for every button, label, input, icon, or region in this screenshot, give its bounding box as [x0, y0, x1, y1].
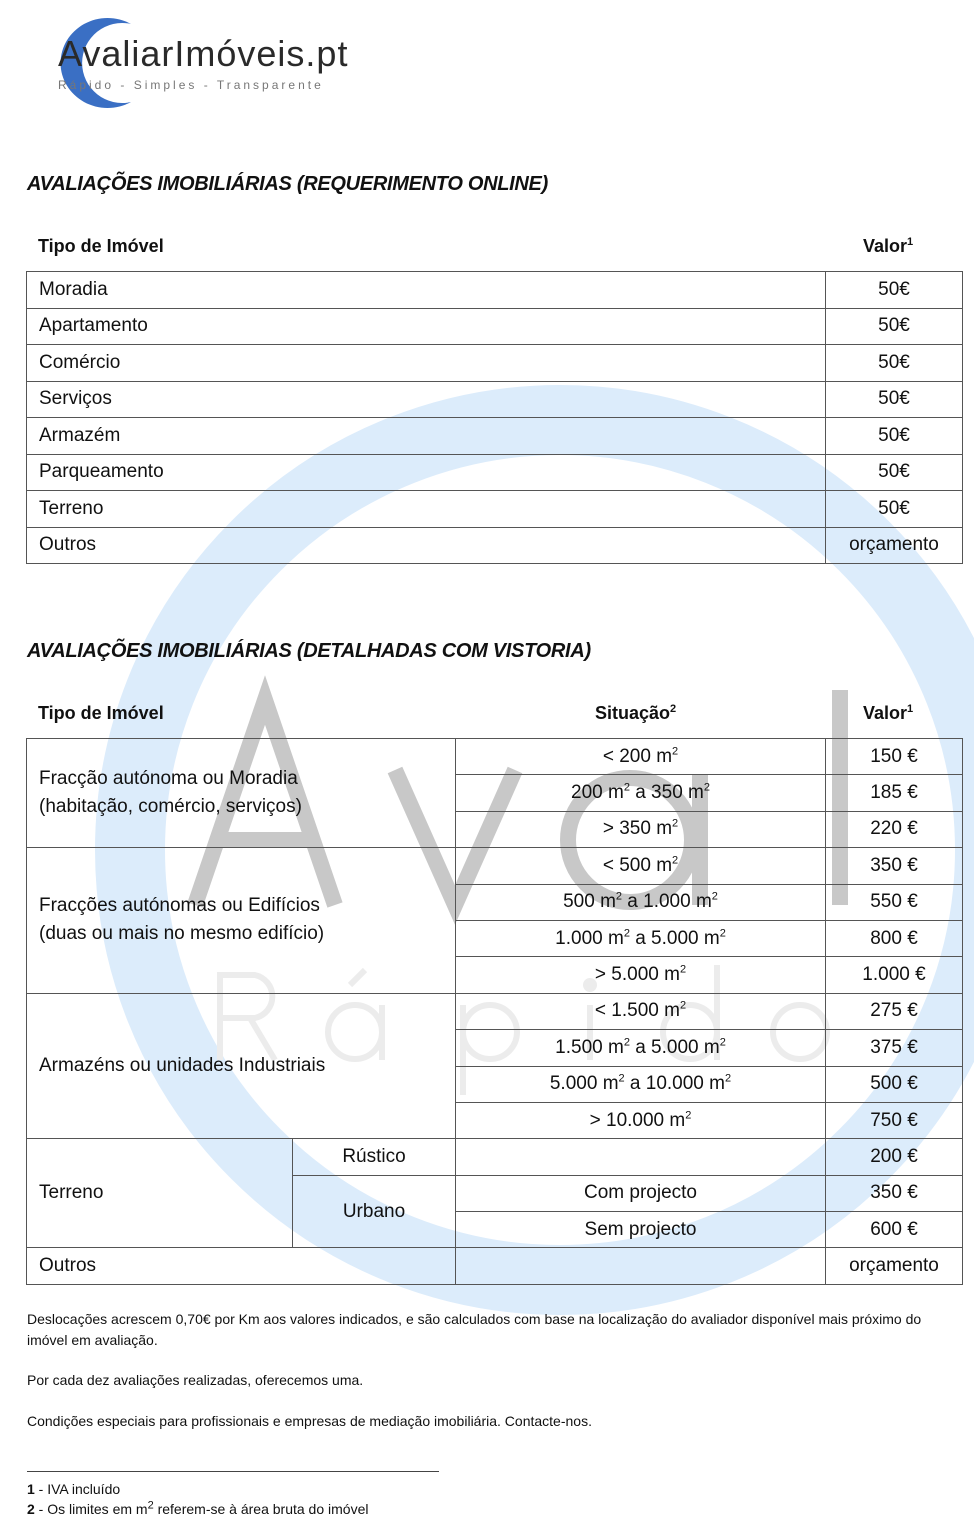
tipo-line-2: (duas ou mais no mesmo edifício)	[39, 923, 325, 945]
valor-cell: 50€	[826, 272, 963, 309]
tipo-cell: Terreno	[27, 491, 826, 528]
valor-cell: 200 €	[826, 1139, 963, 1175]
valor-cell: 50€	[826, 345, 963, 382]
tipo-cell: Serviços	[27, 381, 826, 418]
tipo-cell	[27, 848, 456, 994]
valor-cell: orçamento	[826, 527, 963, 564]
valor-cell: 185 €	[826, 775, 963, 811]
footnote-divider	[27, 1471, 439, 1472]
valor-cell: 150 €	[826, 739, 963, 775]
table-row	[27, 491, 963, 528]
section1-col-valor: Valor$^1$	[863, 236, 914, 256]
valor-cell: 375 €	[826, 1030, 963, 1066]
valor-cell: 1.000 €	[826, 957, 963, 993]
situacao-cell: > 5.000 $m^2$	[456, 957, 826, 993]
tipo-line-2: (habitação, comércio, serviços)	[39, 796, 302, 818]
section2-title: AVALIAÇÕES IMOBILIÁRIAS (DETALHADAS COM VISTORIA)	[27, 640, 591, 662]
situacao-cell: > 10.000 $m^2$	[456, 1102, 826, 1138]
section2-col-tipo: Tipo de Imóvel	[38, 703, 164, 723]
note-oferta: Por cada dez avaliações realizadas, oferecemos uma.	[27, 1372, 364, 1388]
footnote-2: 2 - Os limites em $m^2$ referem-se à área bruta do imóvel	[27, 1499, 369, 1517]
logo	[36, 14, 396, 109]
tipo-cell: Outros	[27, 1248, 456, 1284]
table-row	[27, 345, 963, 382]
tipo-cell: Apartamento	[27, 308, 826, 345]
tipo-cell: Armazém	[27, 418, 826, 455]
situacao-cell	[456, 1139, 826, 1175]
situacao-cell: Sem projecto	[456, 1212, 826, 1248]
table-row	[27, 272, 963, 309]
situacao-cell: Com projecto	[456, 1175, 826, 1211]
table-row	[27, 739, 963, 775]
section1-col-tipo: Tipo de Imóvel	[38, 236, 164, 256]
situacao-cell: > 350 $m^2$	[456, 811, 826, 847]
section2-col-situacao: Situação$^2$	[595, 703, 677, 723]
logo-tagline: Rápido - Simples - Transparente	[58, 78, 324, 92]
valor-cell: 350 €	[826, 848, 963, 884]
valor-cell: 600 €	[826, 1212, 963, 1248]
subtipo-cell: Urbano	[293, 1175, 456, 1248]
tipo-line-1: Fracções autónomas ou Edifícios	[39, 895, 320, 917]
tipo-cell: Moradia	[27, 272, 826, 309]
situacao-cell: 1.000 $m^2$ a 5.000 $m^2$	[456, 920, 826, 956]
valor-cell: 350 €	[826, 1175, 963, 1211]
situacao-cell: 1.500 $m^2$ a 5.000 $m^2$	[456, 1030, 826, 1066]
situacao-cell	[456, 1248, 826, 1284]
note-deslocacoes: Deslocações acrescem 0,70€ por Km aos valores indicados, e são calculados com base na localização do avaliador disponível mais próximo do imóvel em avaliação.	[27, 1311, 922, 1348]
footnote-1: 1 - IVA incluído	[27, 1481, 121, 1497]
tipo-line-1: Armazéns ou unidades Industriais	[39, 1055, 326, 1077]
valor-cell: 50€	[826, 308, 963, 345]
table-row	[27, 1248, 963, 1284]
tipo-cell: Terreno	[27, 1139, 293, 1248]
tipo-cell: Comércio	[27, 345, 826, 382]
subtipo-cell: Rústico	[293, 1139, 456, 1175]
tipo-cell: Outros	[27, 527, 826, 564]
valor-cell: 50€	[826, 491, 963, 528]
valor-cell: 50€	[826, 381, 963, 418]
table-row	[27, 848, 963, 884]
valor-cell: 50€	[826, 418, 963, 455]
situacao-cell: < 200 $m^2$	[456, 739, 826, 775]
section2-col-valor: Valor$^1$	[863, 703, 914, 723]
valor-cell: 550 €	[826, 884, 963, 920]
online-price-table	[26, 271, 963, 564]
table-row	[27, 1139, 963, 1175]
note-condicoes: Condições especiais para profissionais e empresas de mediação imobiliária. Contacte-nos.	[27, 1413, 592, 1429]
situacao-cell: 500 $m^2$ a 1.000 $m^2$	[456, 884, 826, 920]
table-row	[27, 308, 963, 345]
valor-cell: 500 €	[826, 1066, 963, 1102]
tipo-line-1: Fracção autónoma ou Moradia	[39, 768, 298, 790]
section1-title: AVALIAÇÕES IMOBILIÁRIAS (REQUERIMENTO ONLINE)	[27, 173, 548, 195]
table-row	[27, 527, 963, 564]
valor-cell: orçamento	[826, 1248, 963, 1284]
table-row	[27, 381, 963, 418]
tipo-cell: Parqueamento	[27, 454, 826, 491]
valor-cell: 220 €	[826, 811, 963, 847]
situacao-cell: 5.000 $m^2$ a 10.000 $m^2$	[456, 1066, 826, 1102]
logo-name: AvaliarImóveis.pt	[58, 33, 349, 74]
table-row	[27, 418, 963, 455]
tipo-cell	[27, 993, 456, 1139]
detailed-price-table	[26, 738, 963, 1285]
situacao-cell: < 500 $m^2$	[456, 848, 826, 884]
valor-cell: 750 €	[826, 1102, 963, 1138]
valor-cell: 275 €	[826, 993, 963, 1029]
situacao-cell: < 1.500 $m^2$	[456, 993, 826, 1029]
table-row	[27, 993, 963, 1029]
situacao-cell: 200 $m^2$ a 350 $m^2$	[456, 775, 826, 811]
valor-cell: 50€	[826, 454, 963, 491]
tipo-cell	[27, 739, 456, 848]
table-row	[27, 454, 963, 491]
valor-cell: 800 €	[826, 920, 963, 956]
